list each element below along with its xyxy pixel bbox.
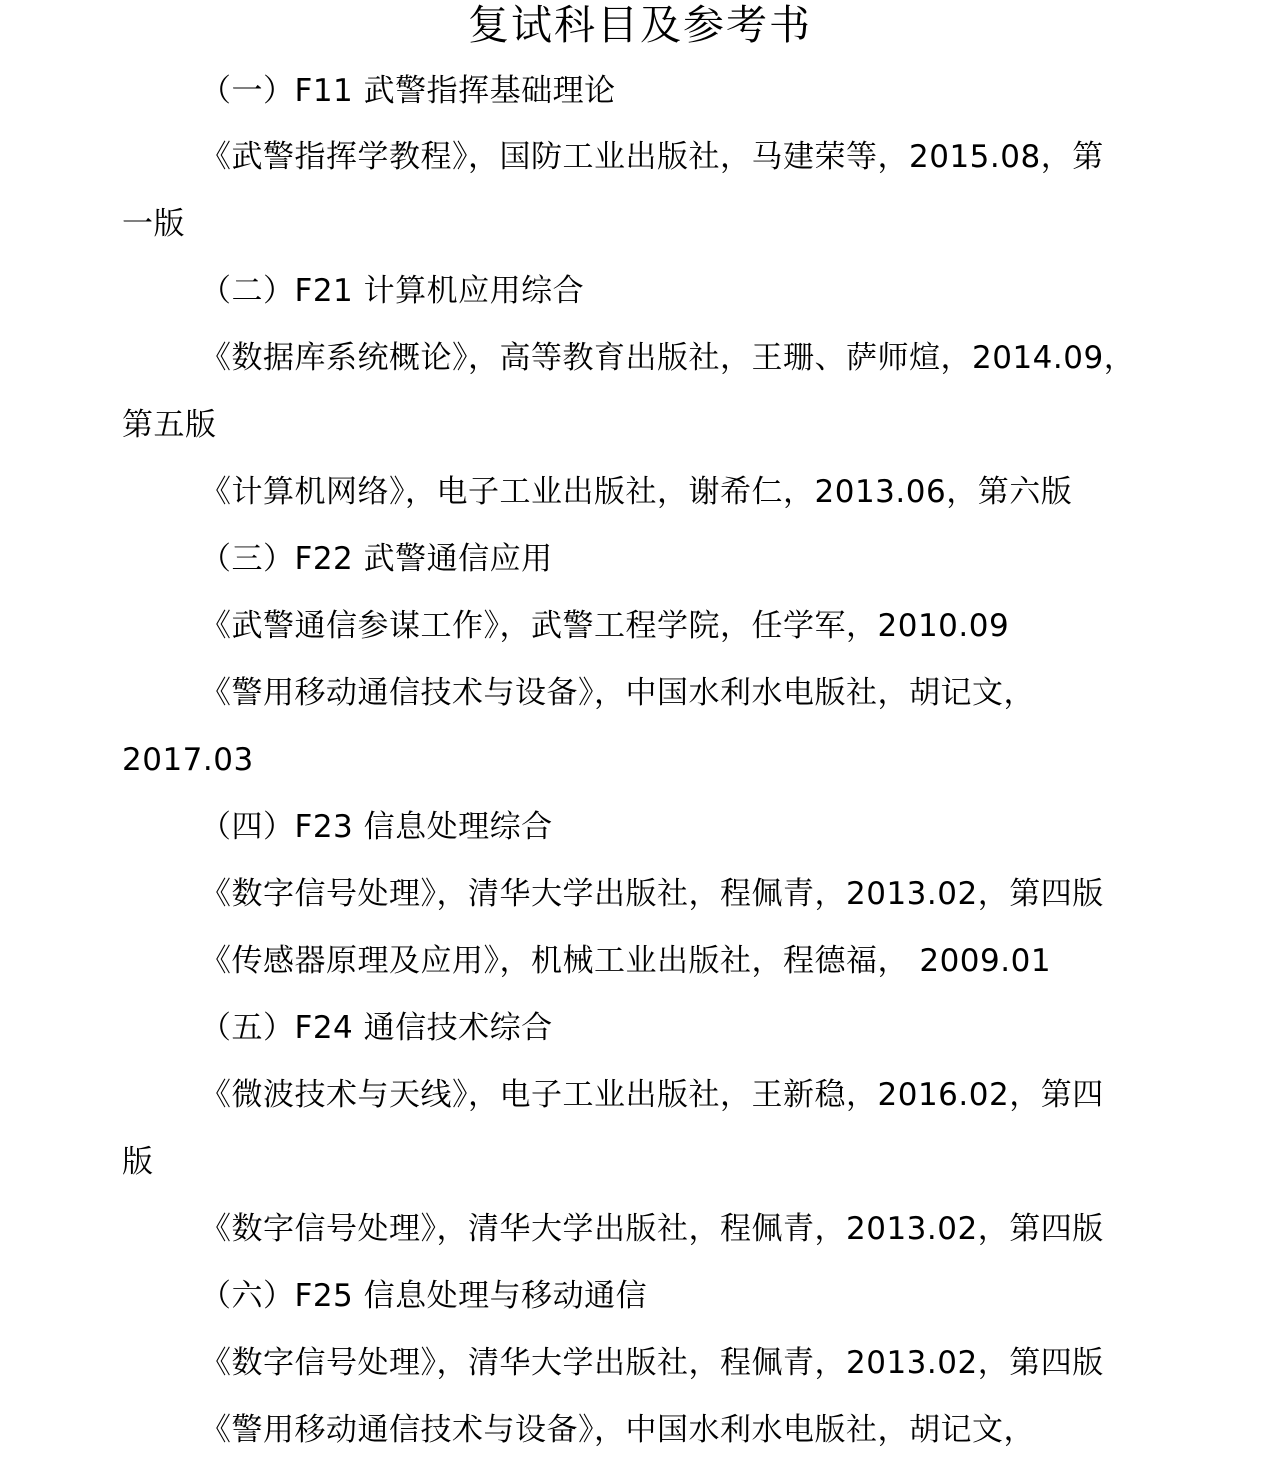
reference-book-line: 《警用移动通信技术与设备》，中国水利水电版社，胡记文， (200, 675, 1035, 711)
reference-book-line: 《武警通信参谋工作》，武警工程学院，任学军，2010.09 (200, 608, 1010, 644)
reference-book-continuation: 2017.03 (122, 742, 254, 778)
reference-book-line: 《数字信号处理》，清华大学出版社，程佩青，2013.02，第四版 (200, 1211, 1104, 1247)
reference-book-line: 《数字信号处理》，清华大学出版社，程佩青，2013.02，第四版 (200, 876, 1104, 912)
reference-book-line: 《传感器原理及应用》，机械工业出版社，程德福， 2009.01 (200, 943, 1052, 979)
document-title: 复试科目及参考书 (468, 1, 812, 49)
reference-book-continuation: 第五版 (122, 407, 217, 443)
reference-book-line: 《警用移动通信技术与设备》，中国水利水电版社，胡记文， (200, 1412, 1035, 1448)
section-heading-f25: （六）F25 信息处理与移动通信 (200, 1278, 648, 1314)
reference-book-line: 《武警指挥学教程》，国防工业出版社，马建荣等，2015.08，第 (200, 139, 1104, 175)
section-heading-f24: （五）F24 通信技术综合 (200, 1010, 553, 1046)
section-heading-f23: （四）F23 信息处理综合 (200, 809, 553, 845)
reference-book-line: 《微波技术与天线》，电子工业出版社，王新稳，2016.02，第四 (200, 1077, 1104, 1113)
reference-book-continuation: 一版 (122, 206, 185, 242)
section-heading-f22: （三）F22 武警通信应用 (200, 541, 553, 577)
reference-book-continuation: 版 (122, 1144, 154, 1180)
reference-book-line: 《数字信号处理》，清华大学出版社，程佩青，2013.02，第四版 (200, 1345, 1104, 1381)
reference-book-line: 《数据库系统概论》，高等教育出版社，王珊、萨师煊，2014.09， (200, 340, 1136, 376)
section-heading-f11: （一）F11 武警指挥基础理论 (200, 73, 616, 109)
reference-book-line: 《计算机网络》，电子工业出版社，谢希仁，2013.06，第六版 (200, 474, 1073, 510)
section-heading-f21: （二）F21 计算机应用综合 (200, 273, 585, 309)
